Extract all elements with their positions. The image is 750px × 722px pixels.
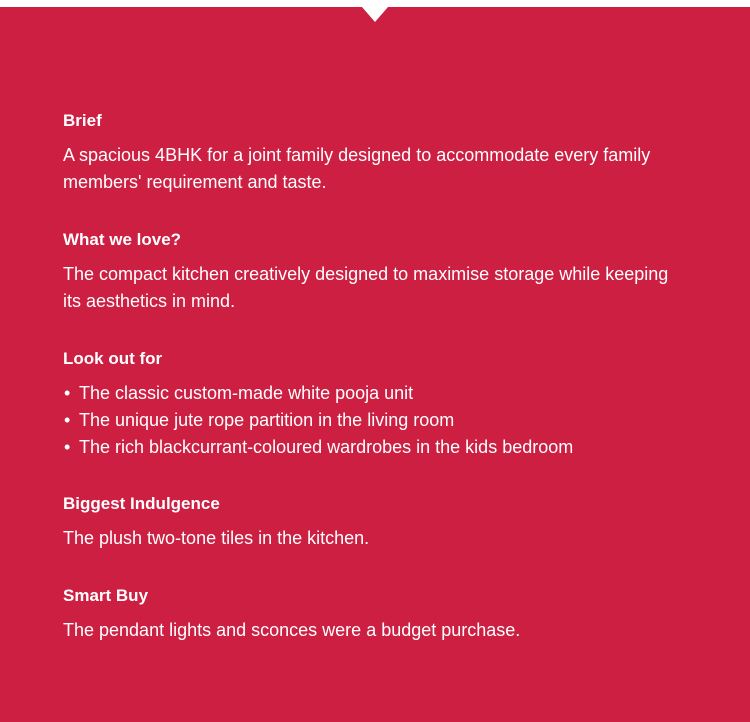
brief-section [63, 109, 683, 196]
bullet-icon: • [64, 410, 71, 430]
bullet-icon: • [64, 383, 71, 403]
biggest-indulgence-text: The plush two-tone tiles in the kitchen. [63, 528, 370, 548]
look-out-for-list [63, 380, 683, 461]
what-we-love-text: The compact kitchen creatively designed to maximise storage while keeping its aesthetics in mind. [63, 264, 669, 311]
project-details [63, 109, 683, 644]
brief-heading: Brief [63, 111, 102, 130]
what-we-love-section [63, 228, 683, 315]
biggest-indulgence-heading: Biggest Indulgence [63, 494, 220, 513]
smart-buy-heading: Smart Buy [63, 586, 149, 605]
smart-buy-section [63, 584, 683, 644]
list-item [63, 380, 683, 407]
panel-notch [362, 7, 388, 22]
list-item-text: The unique jute rope partition in the living room [79, 410, 455, 430]
look-out-for-heading: Look out for [63, 349, 163, 368]
list-item [63, 407, 683, 434]
smart-buy-text: The pendant lights and sconces were a budget purchase. [63, 620, 521, 640]
list-item-text: The rich blackcurrant-coloured wardrobes in the kids bedroom [79, 437, 574, 457]
bullet-icon: • [64, 437, 71, 457]
look-out-for-section [63, 347, 683, 461]
what-we-love-heading: What we love? [63, 230, 182, 249]
list-item [63, 434, 683, 461]
biggest-indulgence-section [63, 492, 683, 552]
list-item-text: The classic custom-made white pooja unit [79, 383, 414, 403]
brief-text: A spacious 4BHK for a joint family designed to accommodate every family members' requirement and taste. [63, 145, 651, 192]
